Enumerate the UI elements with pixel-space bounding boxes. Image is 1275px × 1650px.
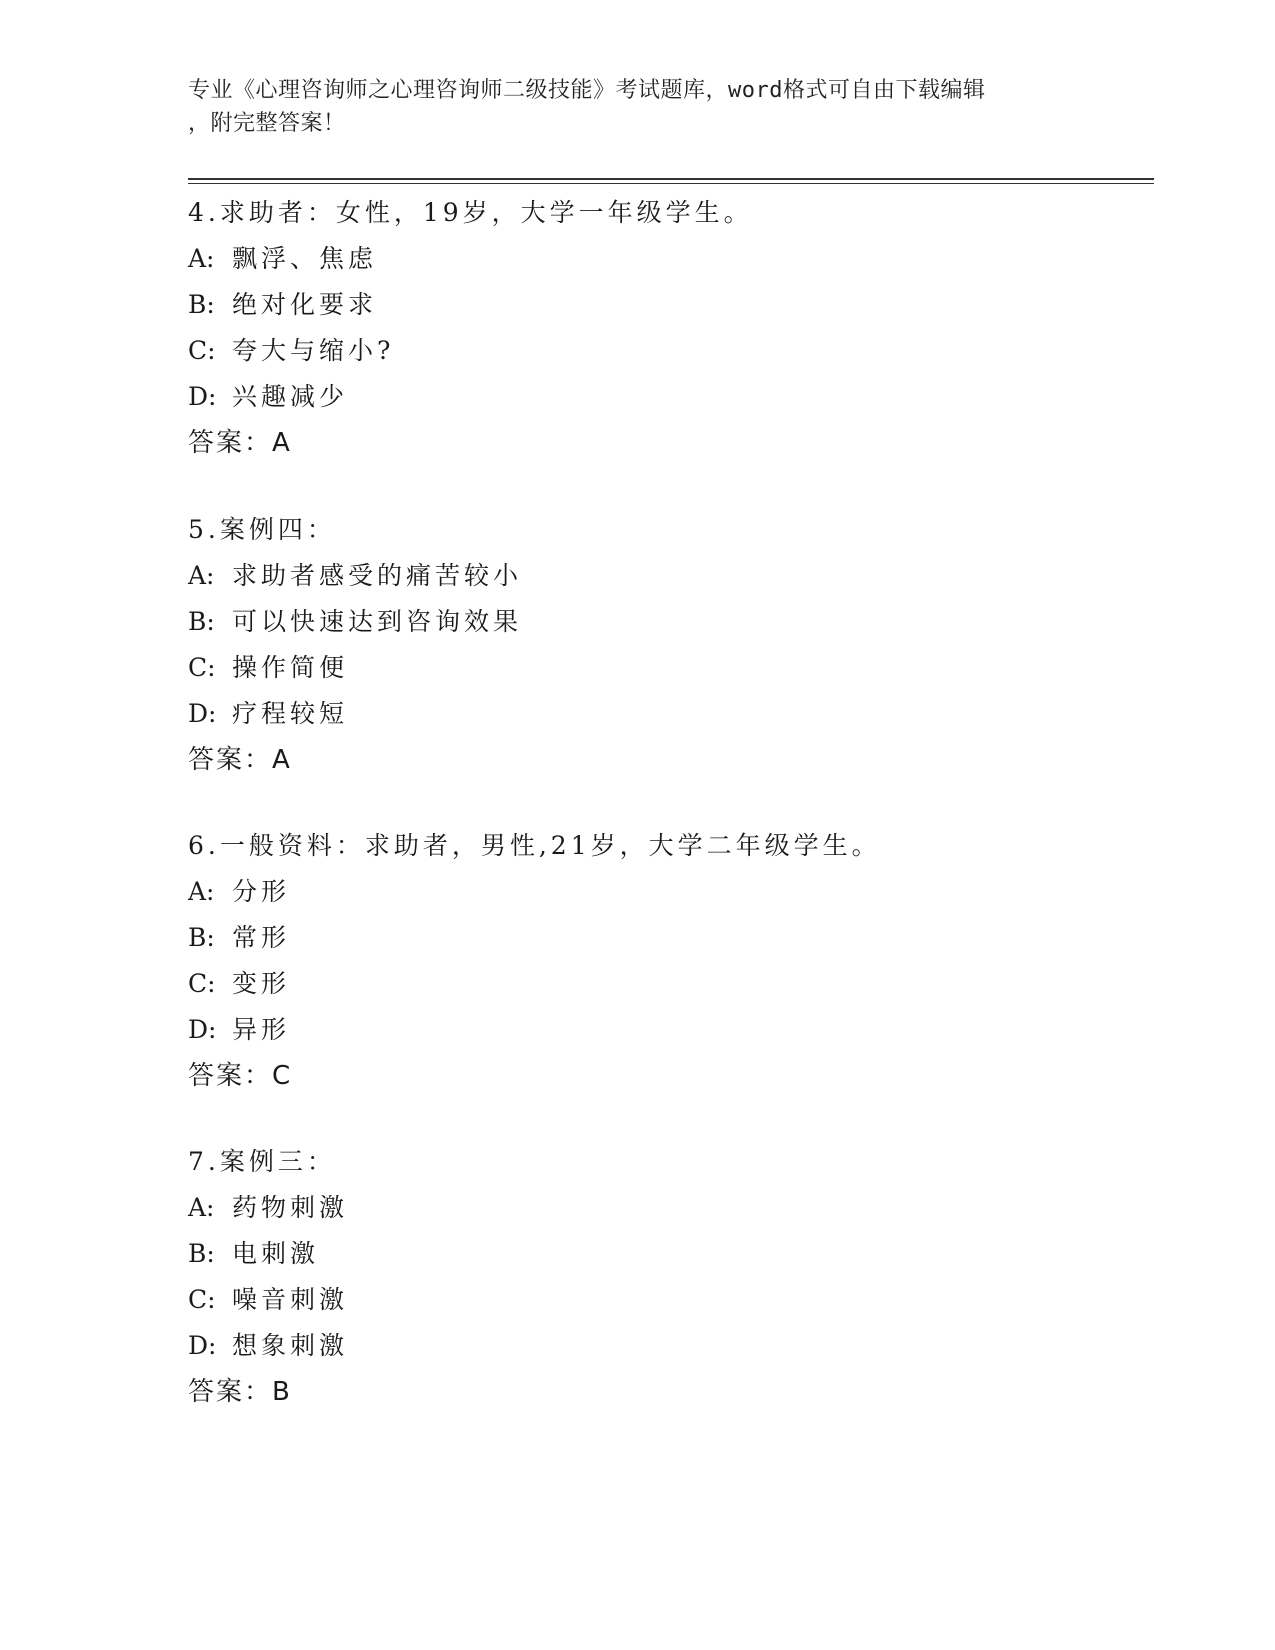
option-d: [188, 374, 1128, 420]
option-letter: D:: [188, 1015, 217, 1044]
option-a: [188, 553, 1128, 599]
option-letter: A:: [188, 1193, 215, 1222]
option-b: [188, 282, 1128, 328]
answer-line: 答案：C: [188, 1061, 293, 1091]
option-text: 想象刺激: [232, 1331, 349, 1360]
option-letter: D:: [188, 382, 217, 411]
document-header: [188, 74, 1068, 140]
answer-line: 答案：A: [188, 428, 292, 458]
question-block: [188, 1139, 1128, 1415]
question-stem: 5.案例四：: [188, 515, 336, 544]
option-letter: C:: [188, 653, 216, 682]
option-a: [188, 1185, 1128, 1231]
option-c: [188, 645, 1128, 691]
question-block: [188, 823, 1128, 1099]
header-divider-thin: [188, 183, 1154, 184]
option-text: 求助者感受的痛苦较小: [232, 561, 523, 590]
question-block: [188, 507, 1128, 783]
option-text: 夸大与缩小?: [232, 336, 395, 365]
option-a: [188, 236, 1128, 282]
option-letter: A:: [188, 877, 215, 906]
question-stem: 4.求助者：女性，19岁，大学一年级学生。: [188, 198, 753, 227]
option-letter: B:: [188, 290, 215, 319]
option-letter: A:: [188, 561, 215, 590]
option-text: 异形: [232, 1015, 291, 1044]
option-letter: D:: [188, 699, 217, 728]
header-line-2: ，附完整答案！: [188, 111, 346, 136]
option-text: 可以快速达到咨询效果: [232, 607, 523, 636]
option-letter: C:: [188, 969, 216, 998]
header-divider-thick: [188, 178, 1154, 180]
option-text: 操作简便: [232, 653, 349, 682]
option-text: 飘浮、焦虑: [232, 244, 378, 273]
option-a: [188, 869, 1128, 915]
question-stem: 7.案例三：: [188, 1147, 336, 1176]
option-text: 疗程较短: [232, 699, 349, 728]
option-letter: B:: [188, 923, 215, 952]
option-text: 电刺激: [232, 1239, 320, 1268]
option-d: [188, 691, 1128, 737]
option-text: 噪音刺激: [232, 1285, 349, 1314]
option-letter: C:: [188, 1285, 216, 1314]
option-letter: B:: [188, 1239, 215, 1268]
option-b: [188, 599, 1128, 645]
answer-line: 答案：B: [188, 1377, 292, 1407]
option-d: [188, 1007, 1128, 1053]
option-text: 常形: [232, 923, 291, 952]
option-text: 绝对化要求: [232, 290, 378, 319]
header-line-1: 专业《心理咨询师之心理咨询师二级技能》考试题库，word格式可自由下载编辑: [188, 78, 986, 103]
option-text: 分形: [232, 877, 291, 906]
option-letter: A:: [188, 244, 215, 273]
option-text: 变形: [232, 969, 291, 998]
option-letter: C:: [188, 336, 216, 365]
option-letter: B:: [188, 607, 215, 636]
option-text: 药物刺激: [232, 1193, 349, 1222]
answer-line: 答案：A: [188, 745, 292, 775]
question-block: [188, 190, 1128, 466]
option-c: [188, 961, 1128, 1007]
option-c: [188, 328, 1128, 374]
option-letter: D:: [188, 1331, 217, 1360]
option-b: [188, 915, 1128, 961]
option-b: [188, 1231, 1128, 1277]
option-d: [188, 1323, 1128, 1369]
option-text: 兴趣减少: [232, 382, 349, 411]
option-c: [188, 1277, 1128, 1323]
question-stem: 6.一般资料：求助者，男性,21岁，大学二年级学生。: [188, 831, 881, 860]
